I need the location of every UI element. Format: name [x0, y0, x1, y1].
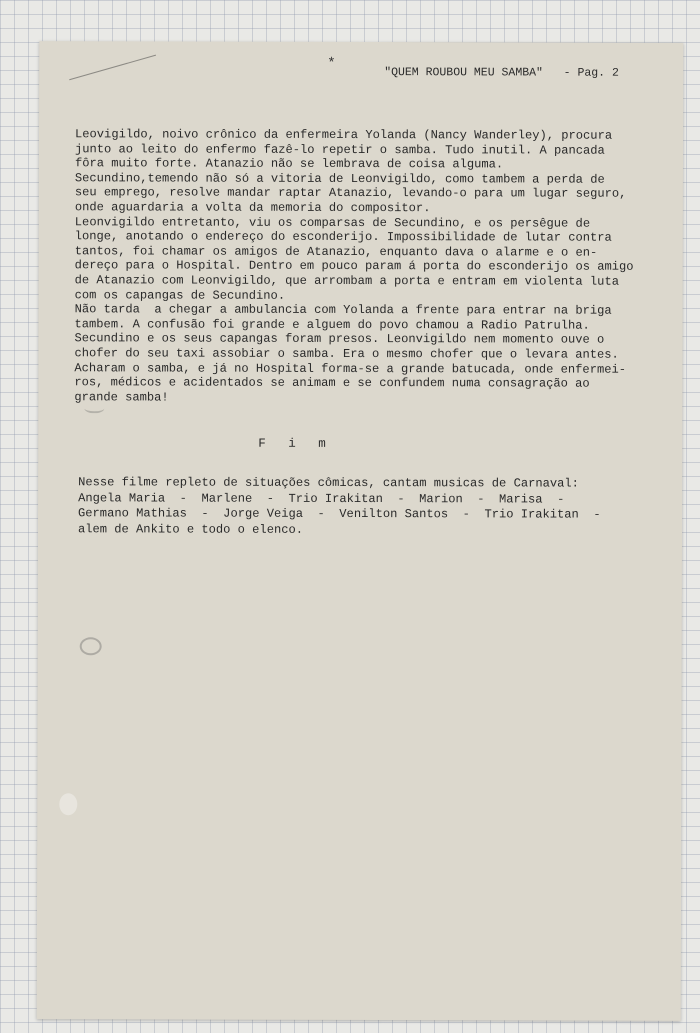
corner-fold-line [69, 55, 156, 81]
page-number: - Pag. 2 [563, 66, 619, 80]
text-line: de Atanazio com Leonvigildo, que arrombam a porta e entram em violenta luta [74, 273, 619, 289]
text-line: Leovigildo, noivo crônico da enfermeira Yolanda (Nancy Wanderley), procura [75, 127, 613, 143]
text-line: Não tarda a chegar a ambulancia com Yolanda a frente para entrar na briga [74, 302, 612, 318]
text-line: chofer do seu taxi assobiar o samba. Era o mesmo chofer que o levara antes. [74, 346, 619, 362]
text-line: tambem. A confusão foi grande e alguem do povo chamou a Radio Patrulha. [74, 316, 590, 333]
text-line: grande samba! [74, 389, 169, 405]
text-line: ros, médicos e acidentados se animam e se confundem numa consagração ao [74, 375, 590, 391]
text-line: fôra muito forte. Atanazio não se lembrava de coisa alguma. [74, 156, 504, 172]
synopsis-text [74, 127, 675, 406]
paper-stain [59, 793, 77, 815]
ink-smudge [84, 403, 104, 413]
text-line: Leonvigildo entretanto, viu os comparsas de Secundino, e os persêgue de [74, 214, 591, 231]
text-line: com os capangas de Secundino. [74, 287, 286, 303]
text-line: longe, anotando o endereço do esconderijo. Impossibilidade de lutar contra [74, 229, 612, 245]
text-line: onde aguardaria a volta da memoria do compositor. [74, 200, 431, 216]
text-line: junto ao leito do enfermo fazê-lo repetir o samba. Tudo inutil. A pancada [74, 141, 605, 158]
page-title: "QUEM ROUBOU MEU SAMBA" [384, 66, 543, 80]
text-line: dereço para o Hospital. Dentro em pouco param á porta do esconderijo os amigo [74, 258, 634, 275]
text-line: tantos, foi chamar os amigos de Atanazio, enquanto dava o alarme e o en- [74, 244, 598, 260]
text-line: Secundino,temendo não só a vitoria de Leonvigildo, como tambem a perda de [74, 171, 605, 187]
credits-text [78, 475, 678, 539]
ink-smudge [80, 637, 102, 655]
credits-line: Angela Maria - Marlene - Trio Irakitan - Marion - Marisa - [78, 490, 565, 507]
star-ornament: * [327, 55, 336, 72]
page-header [384, 66, 619, 80]
credits-line: Nesse filme repleto de situações cômicas, cantam musicas de Carnaval: [78, 475, 579, 491]
credits-line: Germano Mathias - Jorge Veiga - Venilton Santos - Trio Irakitan - [78, 506, 601, 522]
typewritten-page [37, 41, 684, 1021]
fim-heading: F i m [258, 436, 326, 451]
text-line: Acharam o samba, e já no Hospital forma-se a grande batucada, onde enfermei- [74, 360, 627, 377]
text-line: seu emprego, resolve mandar raptar Atanazio, levando-o para um lugar seguro, [74, 185, 627, 202]
text-line: Secundino e os seus capangas foram presos. Leonvigildo nem momento ouve o [74, 331, 605, 347]
credits-line: alem de Ankito e todo o elenco. [77, 521, 304, 537]
